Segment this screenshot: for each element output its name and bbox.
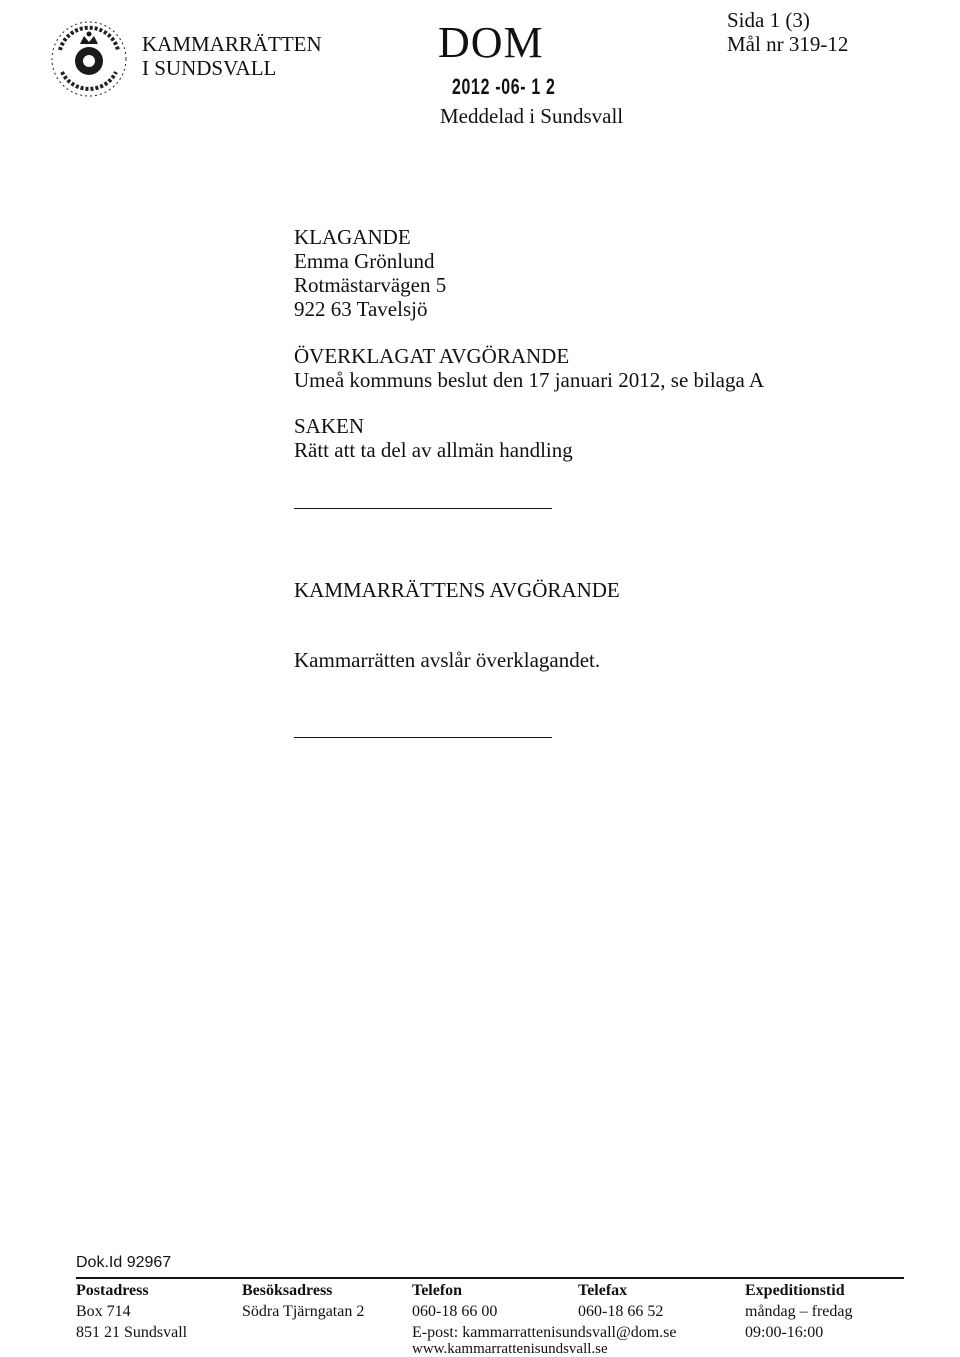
telefon-number: 060-18 66 00 (412, 1303, 498, 1320)
case-number: Mål nr 319-12 (727, 32, 849, 56)
appealed-decision-text: Umeå kommuns beslut den 17 januari 2012, se bilaga A (294, 368, 765, 392)
ruling-heading: KAMMARRÄTTENS AVGÖRANDE (294, 578, 620, 602)
telefax-number: 060-18 66 52 (578, 1303, 664, 1320)
postadress-line1: Box 714 (76, 1303, 131, 1320)
footer-rule (76, 1277, 904, 1279)
footer-website: www.kammarrattenisundsvall.se (412, 1341, 608, 1357)
footer-postadress (76, 1280, 187, 1343)
expeditionstid-heading: Expeditionstid (745, 1282, 845, 1299)
appealed-decision-heading: ÖVERKLAGAT AVGÖRANDE (294, 344, 570, 368)
section-divider (294, 737, 552, 738)
matter-text: Rätt att ta del av allmän handling (294, 438, 573, 462)
telefax-heading: Telefax (578, 1282, 628, 1299)
footer-email: E-post: kammarrattenisundsvall@dom.se (412, 1324, 677, 1341)
footer-telefax (578, 1280, 663, 1322)
klagande-city: 922 63 Tavelsjö (294, 297, 428, 321)
page-info: Sida 1 (3) (727, 8, 810, 32)
matter-heading: SAKEN (294, 414, 365, 438)
postadress-line2: 851 21 Sundsvall (76, 1324, 188, 1341)
expeditionstid-days: måndag – fredag (745, 1303, 853, 1320)
footer-besoksadress (242, 1280, 364, 1322)
court-name-line1: KAMMARRÄTTEN (142, 32, 322, 56)
court-seal-logo (50, 20, 128, 98)
klagande-street: Rotmästarvägen 5 (294, 273, 447, 297)
telefon-heading: Telefon (412, 1282, 463, 1299)
ruling-text: Kammarrätten avslår överklagandet. (294, 648, 601, 672)
klagande-heading: KLAGANDE (294, 225, 411, 249)
document-id: Dok.Id 92967 (76, 1254, 172, 1271)
footer-telefon (412, 1280, 497, 1322)
section-divider (294, 508, 552, 509)
besoksadress-heading: Besöksadress (242, 1282, 333, 1299)
issued-place: Meddelad i Sundsvall (440, 104, 624, 128)
klagande-name: Emma Grönlund (294, 249, 435, 273)
expeditionstid-hours: 09:00-16:00 (745, 1324, 824, 1341)
footer-expeditionstid (745, 1280, 853, 1343)
date-stamp: 2012 -06- 1 2 (452, 74, 556, 99)
document-type: DOM (438, 18, 544, 67)
postadress-heading: Postadress (76, 1282, 149, 1299)
besoksadress-line1: Södra Tjärngatan 2 (242, 1303, 365, 1320)
court-name-line2: I SUNDSVALL (142, 56, 277, 80)
